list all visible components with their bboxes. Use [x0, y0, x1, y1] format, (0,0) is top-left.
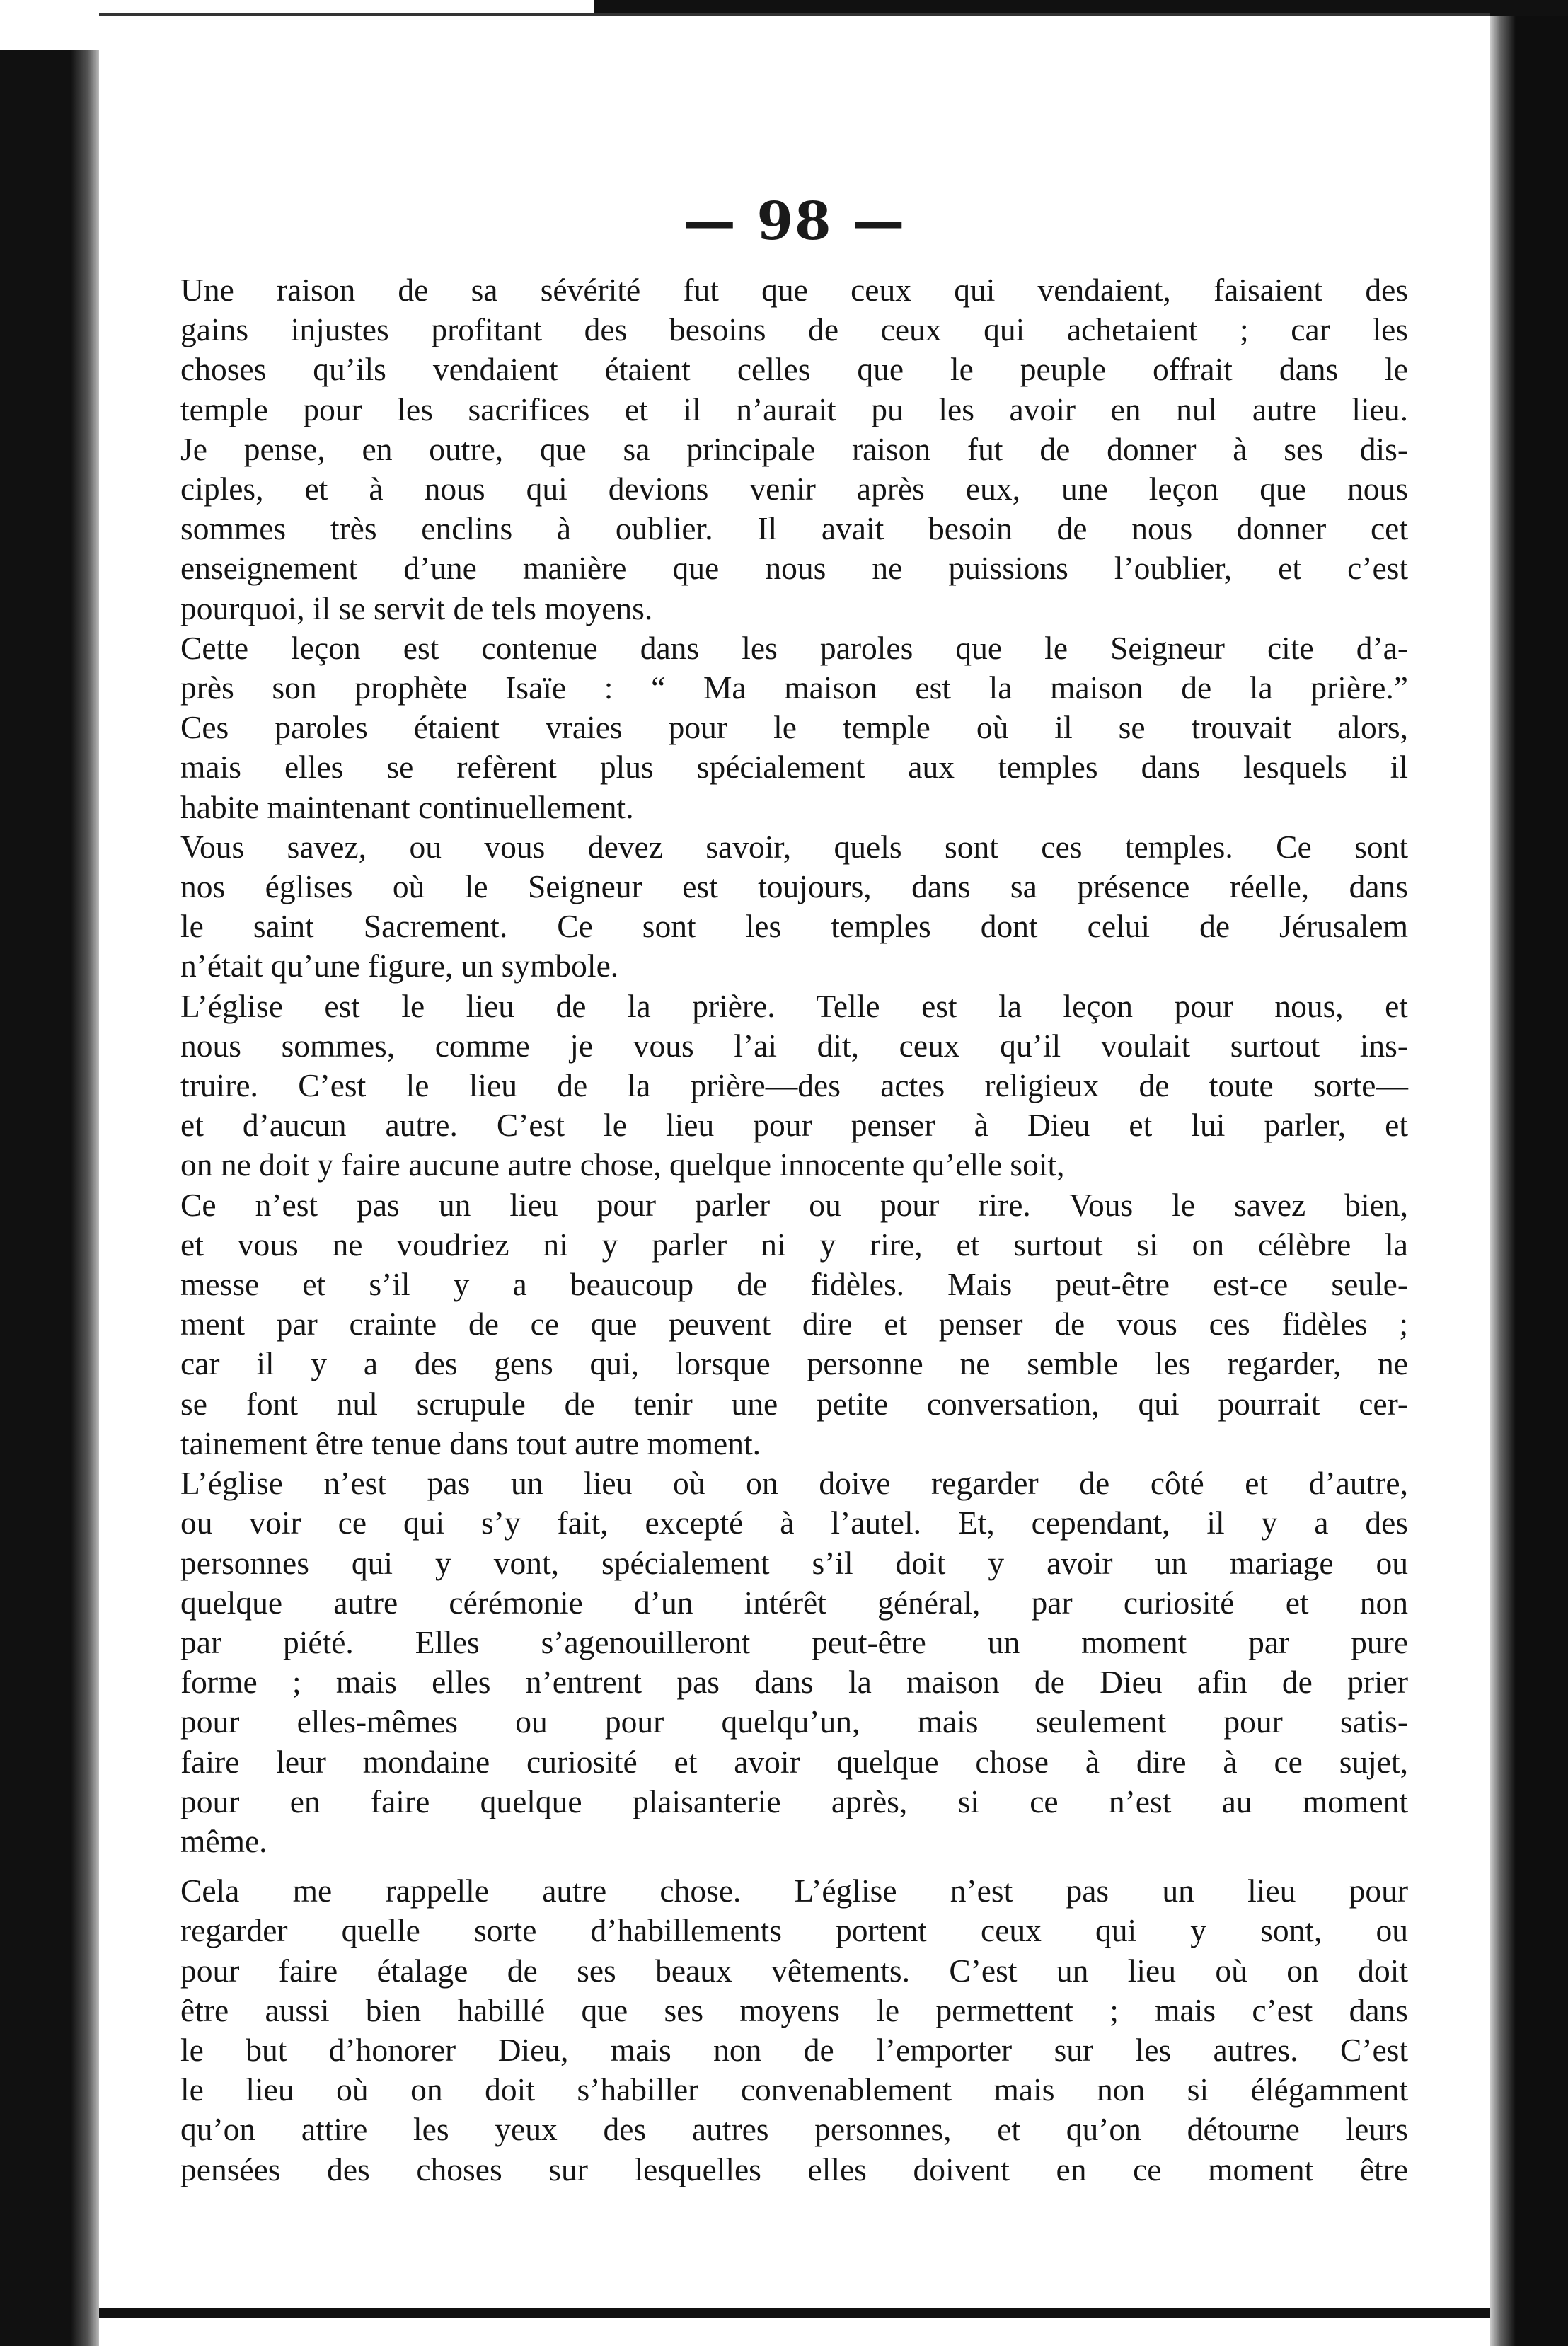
- text-line: pour faire étalage de ses beaux vêtements. C’est un lieu où on doit: [180, 1952, 1408, 1989]
- text-line: messe et s’il y a beaucoup de fidèles. Mais peut-être est-ce seule-: [180, 1266, 1408, 1303]
- text-line: L’église est le lieu de la prière. Telle est la leçon pour nous, et: [180, 987, 1408, 1024]
- text-line: ou voir ce qui s’y fait, excepté à l’autel. Et, cependant, il y a des: [180, 1505, 1408, 1541]
- paragraph: [159, 987, 1408, 1185]
- body-text: [159, 270, 1408, 2190]
- text-line: se font nul scrupule de tenir une petite conversation, qui pourrait cer-: [180, 1385, 1408, 1422]
- text-line: enseignement d’une manière que nous ne puissions l’oublier, et c’est: [180, 550, 1408, 587]
- text-line: gains injustes profitant des besoins de ceux qui achetaient ; car les: [180, 311, 1408, 348]
- paragraph: [159, 270, 1408, 628]
- text-line: nos églises où le Seigneur est toujours, dans sa présence réelle, dans: [180, 868, 1408, 905]
- text-line: pensées des choses sur lesquelles elles doivent en ce moment être: [180, 2151, 1408, 2187]
- text-line: ment par crainte de ce que peuvent dire et penser de vous ces fidèles ;: [180, 1306, 1408, 1342]
- text-line: n’était qu’une figure, un symbole.: [180, 948, 619, 984]
- page-number: — 98 —: [683, 191, 906, 252]
- text-line: le but d’honorer Dieu, mais non de l’emporter sur les autres. C’est: [180, 2031, 1408, 2068]
- text-line: le lieu où on doit s’habiller convenablement mais non si élégamment: [180, 2071, 1408, 2108]
- text-line: temple pour les sacrifices et il n’aurait pu les avoir en nul autre lieu.: [180, 391, 1408, 427]
- book-page: [99, 16, 1490, 2308]
- text-line: tainement être tenue dans tout autre moment.: [180, 1425, 761, 1461]
- text-line: L’église n’est pas un lieu où on doive regarder de côté et d’autre,: [180, 1465, 1408, 1502]
- text-line: pour en faire quelque plaisanterie après, si ce n’est au moment: [180, 1783, 1408, 1819]
- text-line: faire leur mondaine curiosité et avoir quelque chose à dire à ce sujet,: [180, 1743, 1408, 1780]
- paragraph: [159, 827, 1408, 987]
- text-line: forme ; mais elles n’entrent pas dans la maison de Dieu afin de prier: [180, 1664, 1408, 1701]
- text-line: Ces paroles étaient vraies pour le temple où il se trouvait alors,: [180, 709, 1408, 746]
- text-line: sommes très enclins à oublier. Il avait besoin de nous donner cet: [180, 510, 1408, 547]
- text-line: pour elles-mêmes ou pour quelqu’un, mais seulement pour satis-: [180, 1703, 1408, 1740]
- text-line: Vous savez, ou vous devez savoir, quels sont ces temples. Ce sont: [180, 828, 1408, 865]
- paragraph: [159, 1185, 1408, 1464]
- text-line: Cela me rappelle autre chose. L’église n’est pas un lieu pour: [180, 1873, 1408, 1909]
- text-line: et d’aucun autre. C’est le lieu pour penser à Dieu et lui parler, et: [180, 1107, 1408, 1144]
- paragraph: [159, 1871, 1408, 2190]
- text-line: Une raison de sa sévérité fut que ceux qui vendaient, faisaient des: [180, 272, 1408, 308]
- text-line: qu’on attire les yeux des autres personnes, et qu’on détourne leurs: [180, 2111, 1408, 2148]
- text-line: près son prophète Isaïe : “ Ma maison est la maison de la prière.”: [180, 669, 1408, 706]
- text-line: même.: [180, 1822, 267, 1859]
- text-line: quelque autre cérémonie d’un intérêt général, par curiosité et non: [180, 1584, 1408, 1621]
- text-line: personnes qui y vont, spécialement s’il doit y avoir un mariage ou: [180, 1544, 1408, 1581]
- text-line: Je pense, en outre, que sa principale raison fut de donner à ses dis-: [180, 430, 1408, 467]
- text-line: truire. C’est le lieu de la prière—des actes religieux de toute sorte—: [180, 1067, 1408, 1104]
- text-line: habite maintenant continuellement.: [180, 788, 634, 825]
- scan-left-border: [0, 50, 99, 2346]
- scan-right-border: [1490, 0, 1568, 2346]
- text-line: pourquoi, il se servit de tels moyens.: [180, 590, 653, 626]
- text-line: être aussi bien habillé que ses moyens le permettent ; mais c’est dans: [180, 1991, 1408, 2028]
- text-line: Ce n’est pas un lieu pour parler ou pour rire. Vous le savez bien,: [180, 1186, 1408, 1223]
- paragraph: [159, 628, 1408, 827]
- text-line: choses qu’ils vendaient étaient celles que le peuple offrait dans le: [180, 351, 1408, 388]
- text-line: le saint Sacrement. Ce sont les temples dont celui de Jérusalem: [180, 908, 1408, 945]
- text-line: et vous ne voudriez ni y parler ni y rire, et surtout si on célèbre la: [180, 1226, 1408, 1263]
- text-line: Cette leçon est contenue dans les paroles que le Seigneur cite d’a-: [180, 629, 1408, 666]
- text-line: ciples, et à nous qui devions venir après eux, une leçon que nous: [180, 471, 1408, 507]
- text-line: mais elles se refèrent plus spécialement aux temples dans lesquels il: [180, 749, 1408, 786]
- text-line: on ne doit y faire aucune autre chose, quelque innocente qu’elle soit,: [180, 1146, 1065, 1183]
- text-line: regarder quelle sorte d’habillements portent ceux qui y sont, ou: [180, 1912, 1408, 1949]
- text-line: car il y a des gens qui, lorsque personne ne semble les regarder, ne: [180, 1345, 1408, 1382]
- scan-bottom-border: [99, 2308, 1490, 2318]
- text-line: nous sommes, comme je vous l’ai dit, ceux qu’il voulait surtout ins-: [180, 1027, 1408, 1064]
- text-line: par piété. Elles s’agenouilleront peut-être un moment par pure: [180, 1623, 1408, 1660]
- paragraph: [159, 1464, 1408, 1861]
